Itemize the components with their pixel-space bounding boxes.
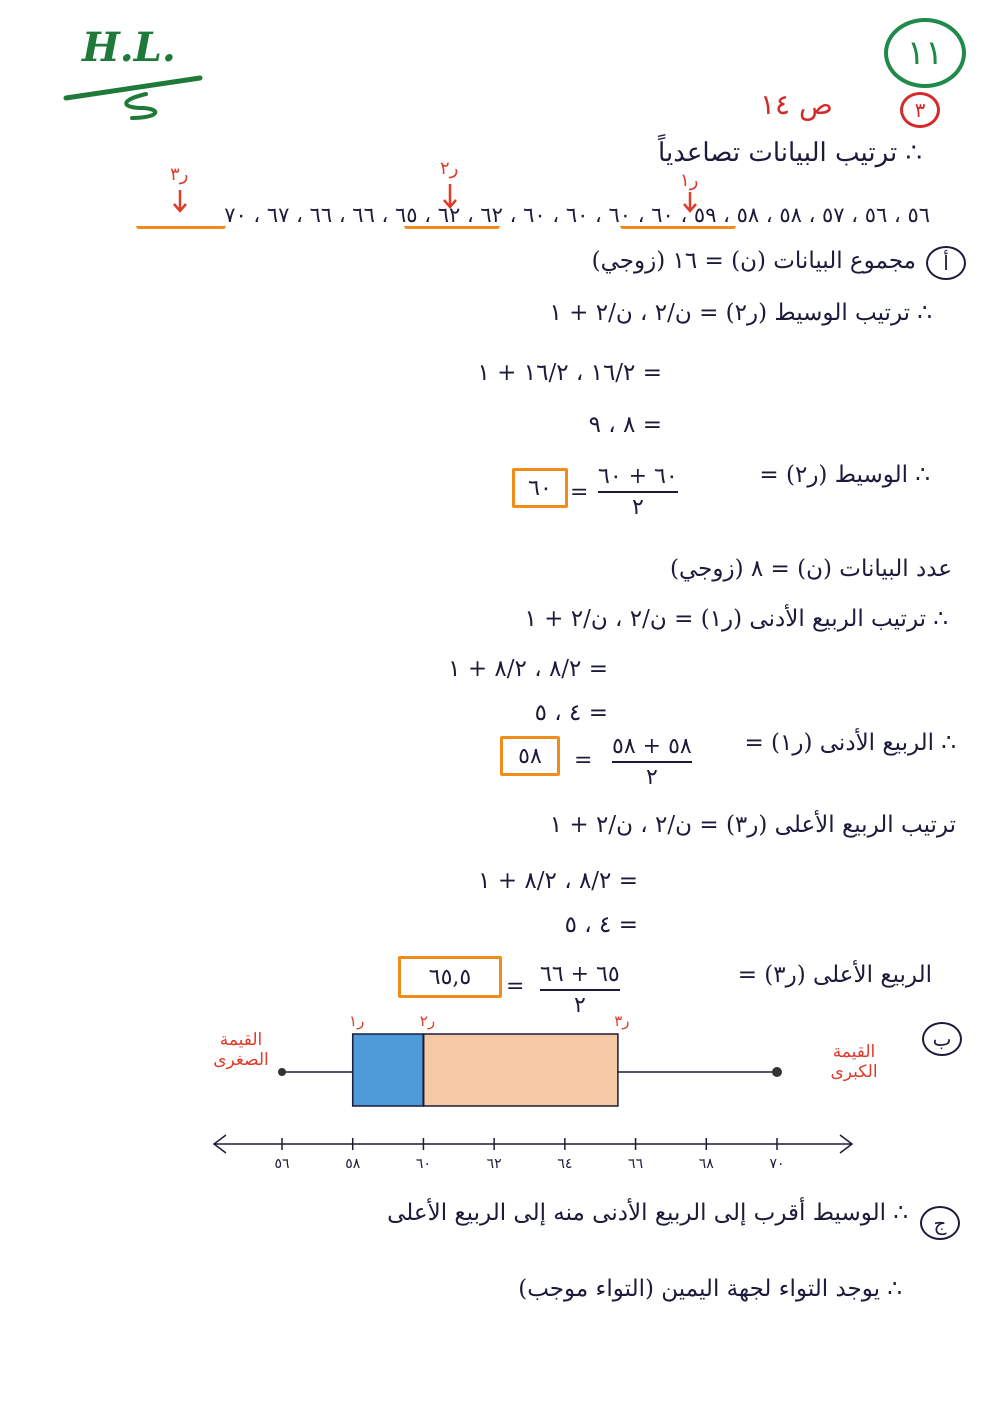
part-a-label: أ [926,246,966,280]
quartile-label-3: ر٣ [614,1012,630,1030]
q1-answer-box: ٥٨ [500,736,560,776]
conclusion-line-1: ∴ الوسيط أقرب إلى الربيع الأدنى منه إلى الربيع الأعلى [387,1200,908,1226]
axis-tick-label: ٥٨ [345,1156,361,1172]
q1-fraction [612,734,692,790]
median-rank-result: = ٨ ، ٩ [588,412,662,438]
teacher-initials: H.L. [82,24,176,71]
q1-fraction-denominator: ٢ [645,765,658,790]
median-answer-box: ٦٠ [512,468,568,508]
question-number-badge: ٣ [900,92,940,128]
min-value-label: القيمة الصغرى [213,1030,269,1070]
part-c-label: ج [920,1206,960,1240]
q3-value-line: الربيع الأعلى (ر٣) = [737,962,932,988]
question-reference: ص ١٤ [760,88,833,121]
underline-median-pair [404,226,500,229]
axis-tick-label: ٦٤ [557,1156,573,1172]
q1-value-line: ∴ الربيع الأدنى (ر١) = [744,730,956,756]
max-point [772,1067,782,1077]
median-fraction-denominator: ٢ [631,495,644,520]
min-point [278,1068,286,1076]
conclusion-line-2: ∴ يوجد التواء لجهة اليمين (التواء موجب) [518,1276,902,1302]
median-rank-sub: = ١٦/٢ ، ١٦/٢ + ١ [477,360,662,386]
q1-rank-sub: = ٨/٢ ، ٨/٢ + ١ [448,656,608,682]
sorted-data-list: ٥٦ ، ٥٦ ، ٥٧ ، ٥٨ ، ٥٨ ، ٥٩ ، ٦٠ ، ٦٠ ، ٦٠ ، ٦٠ ، ٦٢ ، ٦٢ ، ٦٥ ، ٦٦ ، ٦٦ ، ٦٧ ، ٧٠ [224,203,930,227]
q1-rank-line: ∴ ترتيب الربيع الأدنى (ر١) = ن/٢ ، ن/٢ + ١ [524,606,948,632]
q3-rank-sub: = ٨/٢ ، ٨/٢ + ١ [478,868,638,894]
marker-arrows [0,0,992,230]
axis-tick-label: ٧٠ [769,1156,785,1172]
quartile-label-2: ر٢ [419,1012,436,1030]
page-number-badge: ١١ [884,18,966,88]
q3-rank-line: ترتيب الربيع الأعلى (ر٣) = ن/٢ ، ن/٢ + ١ [549,812,956,838]
quartile-label-1: ر١ [349,1012,365,1030]
axis-tick-label: ٦٨ [698,1156,714,1172]
median-equals: = [570,480,589,505]
axis-tick-label: ٦٠ [415,1156,431,1172]
lower-count-line: عدد البيانات (ن) = ٨ (زوجي) [670,556,952,582]
median-rank-line: ∴ ترتيب الوسيط (ر٢) = ن/٢ ، ن/٢ + ١ [549,300,932,326]
sort-title: ∴ ترتيب البيانات تصاعدياً [658,138,922,168]
count-line: مجموع البيانات (ن) = ١٦ (زوجي) [591,248,916,274]
underline-q3-pair [136,226,226,229]
q3-fraction-bar [540,989,620,991]
axis-tick-label: ٦٢ [486,1156,502,1172]
axis-tick-label: ٦٦ [628,1156,644,1172]
marker-q2: ر٢ [440,158,459,179]
underline-q1-pair [620,226,736,229]
box-plot [0,1000,992,1180]
q1-rank-result: = ٤ ، ٥ [534,700,608,726]
upper-box [423,1034,617,1106]
q1-equals: = [574,748,593,773]
q3-equals: = [506,974,525,999]
q3-fraction-numerator: ٦٥ + ٦٦ [540,962,620,987]
median-fraction-bar [598,491,678,493]
median-fraction [598,464,678,520]
q3-fraction-denominator: ٢ [573,993,586,1018]
q3-rank-result: = ٤ ، ٥ [564,912,638,938]
median-value-line: ∴ الوسيط (ر٢) = [759,462,930,488]
median-fraction-numerator: ٦٠ + ٦٠ [598,464,678,489]
q1-fraction-bar [612,761,692,763]
part-b-label: ب [922,1022,962,1056]
max-value-label: القيمة الكبرى [830,1042,878,1082]
q1-fraction-numerator: ٥٨ + ٥٨ [612,734,692,759]
lower-box [353,1034,424,1106]
marker-q3: ر٣ [170,164,189,185]
marker-q1: ر١ [680,170,699,191]
axis-tick-label: ٥٦ [274,1156,290,1172]
q3-answer-box: ٦٥,٥ [398,956,502,998]
